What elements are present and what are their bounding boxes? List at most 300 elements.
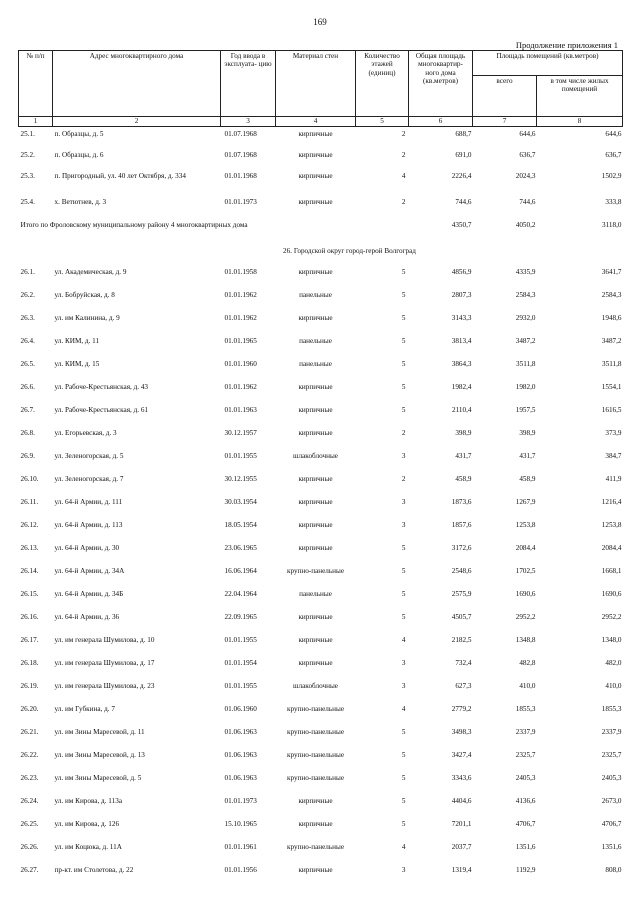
row-floors: 4	[401, 705, 406, 713]
row-material: крупно-панельные	[286, 728, 345, 736]
row-year: 01.06.1963	[224, 751, 257, 759]
row-total-area: 3498,3	[451, 728, 472, 736]
row-number: 26.1.	[20, 268, 35, 276]
row-year: 01.07.1968	[224, 130, 257, 138]
row-material: кирпичные	[298, 820, 333, 828]
row-year: 01.01.1955	[224, 452, 257, 460]
row-floors: 3	[401, 498, 406, 506]
column-number: 1	[19, 117, 53, 127]
row-premises-residential: 644,6	[605, 130, 622, 138]
row-premises-residential: 1668,1	[601, 567, 622, 575]
row-material: кирпичные	[298, 172, 333, 180]
table-row	[19, 498, 623, 521]
row-total-area: 2548,6	[451, 567, 472, 575]
row-total-area: 3864,3	[451, 360, 472, 368]
row-premises-residential: 2337,9	[601, 728, 622, 736]
row-address: ул. Зеленогорская, д. 5	[54, 452, 124, 460]
row-material: крупно-панельные	[286, 751, 345, 759]
row-material: панельные	[299, 360, 332, 368]
table-row	[19, 613, 623, 636]
row-premises-all: 1982,0	[515, 383, 536, 391]
total-row	[19, 219, 623, 247]
row-address: ул. 64-й Армии, д. 113	[54, 521, 123, 529]
table-row	[19, 291, 623, 314]
table-row	[19, 843, 623, 866]
table-row	[19, 360, 623, 383]
row-year: 01.01.1973	[224, 797, 257, 805]
row-address: ул. Рабоче-Крестьянская, д. 61	[54, 406, 149, 414]
row-floors: 5	[401, 314, 406, 322]
row-material: кирпичные	[298, 659, 333, 667]
row-floors: 5	[401, 590, 406, 598]
row-address: ул. КИМ, д. 11	[54, 337, 100, 345]
row-floors: 5	[401, 291, 406, 299]
row-address: ул. КИМ, д. 15	[54, 360, 100, 368]
row-premises-residential: 808,0	[605, 866, 622, 874]
header-total-area: Общая площадь многоквартир- ного дома (кв.метров)	[409, 51, 473, 117]
row-number: 26.16.	[20, 613, 39, 621]
row-number: 25.1.	[20, 130, 35, 138]
table-row	[19, 521, 623, 544]
row-premises-all: 2024,3	[515, 172, 536, 180]
row-premises-all: 2325,7	[515, 751, 536, 759]
row-premises-all: 1957,5	[515, 406, 536, 414]
row-premises-residential: 1216,4	[601, 498, 622, 506]
row-floors: 5	[401, 383, 406, 391]
row-premises-residential: 410,0	[605, 682, 622, 690]
row-number: 26.13.	[20, 544, 39, 552]
row-address: п. Пригородный, ул. 40 лет Октября, д. 334	[54, 172, 186, 180]
row-premises-residential: 1855,3	[601, 705, 622, 713]
table-row	[19, 774, 623, 797]
row-premises-residential: 4706,7	[601, 820, 622, 828]
row-premises-all: 1267,9	[515, 498, 536, 506]
row-floors: 4	[401, 843, 406, 851]
row-year: 30.12.1955	[224, 475, 257, 483]
row-number: 26.20.	[20, 705, 39, 713]
row-address: ул. 64-й Армии, д. 34А	[54, 567, 125, 575]
row-material: кирпичные	[298, 406, 333, 414]
row-address: х. Ветютнев, д. 3	[54, 198, 107, 206]
row-floors: 5	[401, 268, 406, 276]
row-number: 26.2.	[20, 291, 35, 299]
row-number: 26.9.	[20, 452, 35, 460]
row-year: 01.01.1962	[224, 383, 257, 391]
row-premises-all: 482,8	[519, 659, 536, 667]
row-number: 26.10.	[20, 475, 39, 483]
row-total-area: 4505,7	[451, 613, 472, 621]
row-address: ул. им генерала Шумилова, д. 23	[54, 682, 155, 690]
row-total-area: 627,3	[455, 682, 472, 690]
row-address: ул. 64-й Армии, д. 34Б	[54, 590, 124, 598]
row-number: 26.18.	[20, 659, 39, 667]
row-floors: 5	[401, 728, 406, 736]
table-row	[19, 151, 623, 172]
row-premises-residential: 1351,6	[601, 843, 622, 851]
row-year: 30.03.1954	[224, 498, 257, 506]
row-material: кирпичные	[298, 544, 333, 552]
row-material: кирпичные	[298, 268, 333, 276]
row-address: ул. Егорьевская, д. 3	[54, 429, 117, 437]
row-total-area: 3343,6	[451, 774, 472, 782]
row-year: 22.04.1964	[224, 590, 257, 598]
row-material: кирпичные	[298, 475, 333, 483]
row-premises-residential: 1690,6	[601, 590, 622, 598]
row-address: ул. Рабоче-Крестьянская, д. 43	[54, 383, 149, 391]
table-row	[19, 314, 623, 337]
row-premises-residential: 2952,2	[601, 613, 622, 621]
row-floors: 5	[401, 360, 406, 368]
row-address: ул. Зеленогорская, д. 7	[54, 475, 124, 483]
row-total-area: 7201,1	[451, 820, 472, 828]
row-year: 16.06.1964	[224, 567, 257, 575]
row-number: 26.17.	[20, 636, 39, 644]
row-total-area: 1857,6	[451, 521, 472, 529]
row-address: ул. 64-й Армии, д. 111	[54, 498, 123, 506]
row-premises-all: 458,9	[519, 475, 536, 483]
row-year: 01.01.1955	[224, 682, 257, 690]
row-floors: 4	[401, 172, 406, 180]
row-premises-residential: 2673,0	[601, 797, 622, 805]
row-premises-all: 4136,6	[515, 797, 536, 805]
row-number: 26.21.	[20, 728, 39, 736]
table-row	[19, 172, 623, 198]
row-total-area: 431,7	[455, 452, 472, 460]
row-total-area: 4856,9	[451, 268, 472, 276]
row-floors: 2	[401, 151, 406, 159]
row-address: п. Образцы, д. 6	[54, 151, 104, 159]
row-number: 26.11.	[20, 498, 39, 506]
row-floors: 5	[401, 774, 406, 782]
row-floors: 2	[401, 130, 406, 138]
row-premises-residential: 373,9	[605, 429, 622, 437]
row-number: 26.6.	[20, 383, 35, 391]
row-premises-residential: 2405,3	[601, 774, 622, 782]
row-number: 26.19.	[20, 682, 39, 690]
header-premises-area: Площадь помещений (кв.метров)	[473, 51, 623, 76]
row-number: 26.22.	[20, 751, 39, 759]
row-year: 23.06.1965	[224, 544, 257, 552]
row-year: 01.01.1960	[224, 360, 257, 368]
row-premises-all: 644,6	[519, 130, 536, 138]
row-address: ул. им Зины Маресевой, д. 13	[54, 751, 145, 759]
row-floors: 4	[401, 636, 406, 644]
frolovsky-total	[19, 219, 623, 268]
row-year: 30.12.1957	[224, 429, 257, 437]
row-premises-all: 410,0	[519, 682, 536, 690]
row-floors: 5	[401, 544, 406, 552]
row-floors: 5	[401, 567, 406, 575]
row-floors: 3	[401, 659, 406, 667]
row-premises-all: 1351,6	[515, 843, 536, 851]
row-address: ул. им генерала Шумилова, д. 17	[54, 659, 155, 667]
column-number: 4	[276, 117, 356, 127]
total-residential-value: 3118,0	[602, 221, 622, 229]
table-row	[19, 866, 623, 889]
row-year: 22.09.1965	[224, 613, 257, 621]
row-floors: 5	[401, 820, 406, 828]
column-number-row	[19, 117, 623, 127]
table-row	[19, 452, 623, 475]
row-material: крупно-панельные	[286, 843, 345, 851]
row-premises-all: 2405,3	[515, 774, 536, 782]
section-title: 26. Городской округ город-герой Волгоград	[283, 247, 416, 255]
row-floors: 5	[401, 613, 406, 621]
row-year: 15.10.1965	[224, 820, 257, 828]
table-row	[19, 590, 623, 613]
row-number: 26.5.	[20, 360, 35, 368]
row-total-area: 458,9	[455, 475, 472, 483]
table-row	[19, 728, 623, 751]
row-address: ул. им Кирова, д. 126	[54, 820, 120, 828]
row-material: кирпичные	[298, 866, 333, 874]
header-year: Год ввода в эксплуата- цию	[221, 51, 276, 117]
column-number: 8	[537, 117, 623, 127]
row-premises-residential: 384,7	[605, 452, 622, 460]
total-all-value: 4050,2	[515, 221, 536, 229]
row-total-area: 3813,4	[451, 337, 472, 345]
row-total-area: 691,0	[455, 151, 472, 159]
row-premises-all: 431,7	[519, 452, 536, 460]
page-number: 169	[313, 17, 327, 27]
table-row	[19, 751, 623, 774]
column-number: 7	[473, 117, 537, 127]
row-address: ул. 64-й Армии, д. 36	[54, 613, 120, 621]
table-row	[19, 268, 623, 291]
row-number: 26.4.	[20, 337, 35, 345]
row-premises-residential: 2084,4	[601, 544, 622, 552]
header-premises-all: всего	[473, 76, 537, 117]
row-number: 26.3.	[20, 314, 35, 322]
row-premises-all: 4706,7	[515, 820, 536, 828]
row-material: шлакоблочные	[293, 452, 338, 460]
row-number: 25.3.	[20, 172, 35, 180]
row-total-area: 2182,5	[451, 636, 472, 644]
row-premises-all: 2952,2	[515, 613, 536, 621]
row-year: 01.01.1973	[224, 198, 257, 206]
row-year: 01.01.1962	[224, 314, 257, 322]
row-address: п. Образцы, д. 5	[54, 130, 104, 138]
row-premises-residential: 1554,1	[601, 383, 622, 391]
row-year: 01.06.1960	[224, 705, 257, 713]
row-material: крупно-панельные	[286, 774, 345, 782]
row-premises-residential: 482,0	[605, 659, 622, 667]
row-year: 01.07.1968	[224, 151, 257, 159]
row-premises-residential: 1502,9	[601, 172, 622, 180]
row-number: 26.23.	[20, 774, 39, 782]
table-row	[19, 406, 623, 429]
housing-register-table	[18, 50, 623, 889]
row-premises-all: 2084,4	[515, 544, 536, 552]
header-floors: Количество этажей (единиц)	[356, 51, 409, 117]
row-address: пр-кт. им Столетова, д. 22	[54, 866, 134, 874]
row-premises-residential: 1948,6	[601, 314, 622, 322]
row-material: крупно-панельные	[286, 705, 345, 713]
total-label: Итого по Фроловскому муниципальному району 4 многоквартирных дома	[20, 221, 248, 229]
row-floors: 3	[401, 866, 406, 874]
row-number: 25.2.	[20, 151, 35, 159]
row-address: ул. им Коцюка, д. 11А	[54, 843, 122, 851]
row-total-area: 732,4	[455, 659, 472, 667]
table-row	[19, 567, 623, 590]
row-address: ул. им Кирова, д. 113а	[54, 797, 123, 805]
row-year: 01.01.1955	[224, 636, 257, 644]
row-floors: 5	[401, 406, 406, 414]
row-material: кирпичные	[298, 521, 333, 529]
row-total-area: 398,9	[455, 429, 472, 437]
row-year: 01.01.1965	[224, 337, 257, 345]
row-premises-all: 3511,8	[516, 360, 536, 368]
row-address: ул. Академическая, д. 9	[54, 268, 127, 276]
row-year: 01.01.1963	[224, 406, 257, 414]
column-number: 6	[409, 117, 473, 127]
row-total-area: 2110,4	[452, 406, 472, 414]
row-premises-all: 1192,9	[516, 866, 536, 874]
row-number: 26.26.	[20, 843, 39, 851]
row-material: кирпичные	[298, 429, 333, 437]
row-premises-all: 2337,9	[515, 728, 536, 736]
row-premises-all: 1702,5	[515, 567, 536, 575]
table-row	[19, 337, 623, 360]
row-total-area: 4404,6	[451, 797, 472, 805]
row-number: 26.25.	[20, 820, 39, 828]
row-floors: 3	[401, 521, 406, 529]
row-premises-all: 4335,9	[515, 268, 536, 276]
table-row	[19, 682, 623, 705]
row-year: 01.06.1963	[224, 728, 257, 736]
row-premises-all: 636,7	[519, 151, 536, 159]
table-row	[19, 820, 623, 843]
row-material: кирпичные	[298, 636, 333, 644]
table-row	[19, 544, 623, 567]
row-floors: 3	[401, 682, 406, 690]
row-floors: 5	[401, 337, 406, 345]
column-number: 3	[221, 117, 276, 127]
row-total-area: 2575,9	[451, 590, 472, 598]
header-no: № п/п	[19, 51, 53, 117]
row-premises-residential: 411,9	[605, 475, 622, 483]
row-premises-residential: 3511,8	[602, 360, 622, 368]
total-area-value: 4350,7	[451, 221, 472, 229]
row-premises-residential: 333,8	[605, 198, 622, 206]
row-premises-all: 2932,0	[515, 314, 536, 322]
row-premises-all: 1348,8	[515, 636, 536, 644]
row-premises-residential: 1616,5	[601, 406, 622, 414]
table-row	[19, 429, 623, 452]
row-material: кирпичные	[298, 613, 333, 621]
row-year: 01.01.1961	[224, 843, 257, 851]
row-year: 01.06.1963	[224, 774, 257, 782]
row-total-area: 2779,2	[451, 705, 472, 713]
header-premises-residential: в том числе жилых помещений	[537, 76, 623, 117]
row-address: ул. Бобруйская, д. 8	[54, 291, 115, 299]
row-total-area: 3427,4	[451, 751, 472, 759]
row-year: 01.01.1954	[224, 659, 257, 667]
row-total-area: 1873,6	[451, 498, 472, 506]
table-row	[19, 705, 623, 728]
row-total-area: 1982,4	[451, 383, 472, 391]
row-total-area: 3143,3	[451, 314, 472, 322]
row-address: ул. им Зины Маресевой, д. 5	[54, 774, 142, 782]
row-premises-residential: 2325,7	[601, 751, 622, 759]
continuation-note: Продолжение приложения 1	[515, 40, 618, 50]
table-row	[19, 797, 623, 820]
row-material: кирпичные	[298, 498, 333, 506]
row-floors: 2	[401, 429, 406, 437]
row-premises-residential: 1348,0	[601, 636, 622, 644]
row-premises-all: 1253,8	[515, 521, 536, 529]
row-total-area: 1319,4	[451, 866, 472, 874]
row-address: ул. им генерала Шумилова, д. 10	[54, 636, 155, 644]
section-row	[19, 247, 623, 268]
table-row	[19, 636, 623, 659]
row-floors: 5	[401, 751, 406, 759]
header-material: Материал стен	[276, 51, 356, 117]
table-row	[19, 475, 623, 498]
row-address: ул. им Зины Маресевой, д. 11	[54, 728, 145, 736]
row-total-area: 688,7	[455, 130, 472, 138]
volgograd-rows	[19, 268, 623, 889]
row-floors: 2	[401, 475, 406, 483]
row-premises-all: 398,9	[519, 429, 536, 437]
row-floors: 3	[401, 452, 406, 460]
row-year: 01.01.1958	[224, 268, 257, 276]
row-premises-all: 1690,6	[515, 590, 536, 598]
row-floors: 5	[401, 797, 406, 805]
row-address: ул. 64-й Армии, д. 30	[54, 544, 120, 552]
row-material: кирпичные	[298, 130, 333, 138]
row-material: кирпичные	[298, 314, 333, 322]
row-material: кирпичные	[298, 198, 333, 206]
table-row	[19, 127, 623, 152]
row-year: 18.05.1954	[224, 521, 257, 529]
row-premises-residential: 3487,2	[601, 337, 622, 345]
row-year: 01.01.1956	[224, 866, 257, 874]
row-material: кирпичные	[298, 797, 333, 805]
row-premises-all: 3487,2	[515, 337, 536, 345]
row-year: 01.01.1962	[224, 291, 257, 299]
row-material: панельные	[299, 291, 332, 299]
row-year: 01.01.1968	[224, 172, 257, 180]
row-premises-residential: 3641,7	[601, 268, 622, 276]
row-premises-all: 1855,3	[515, 705, 536, 713]
row-material: кирпичные	[298, 383, 333, 391]
row-total-area: 744,6	[455, 198, 472, 206]
column-number: 5	[356, 117, 409, 127]
table-row	[19, 659, 623, 682]
row-number: 26.14.	[20, 567, 39, 575]
table-row	[19, 198, 623, 219]
row-number: 26.7.	[20, 406, 35, 414]
row-material: панельные	[299, 337, 332, 345]
row-address: ул. им Калинина, д. 9	[54, 314, 120, 322]
column-number: 2	[53, 117, 221, 127]
row-address: ул. им Губкина, д. 7	[54, 705, 115, 713]
row-number: 26.8.	[20, 429, 35, 437]
row-premises-all: 744,6	[519, 198, 536, 206]
row-material: крупно-панельные	[286, 567, 345, 575]
row-total-area: 2226,4	[451, 172, 472, 180]
row-number: 26.15.	[20, 590, 39, 598]
row-total-area: 2037,7	[451, 843, 472, 851]
frolovsky-rows	[19, 127, 623, 220]
row-total-area: 2807,3	[451, 291, 472, 299]
row-premises-residential: 636,7	[605, 151, 622, 159]
header-address: Адрес многоквартирного дома	[53, 51, 221, 117]
row-number: 26.27.	[20, 866, 39, 874]
row-material: кирпичные	[298, 151, 333, 159]
row-number: 25.4.	[20, 198, 35, 206]
